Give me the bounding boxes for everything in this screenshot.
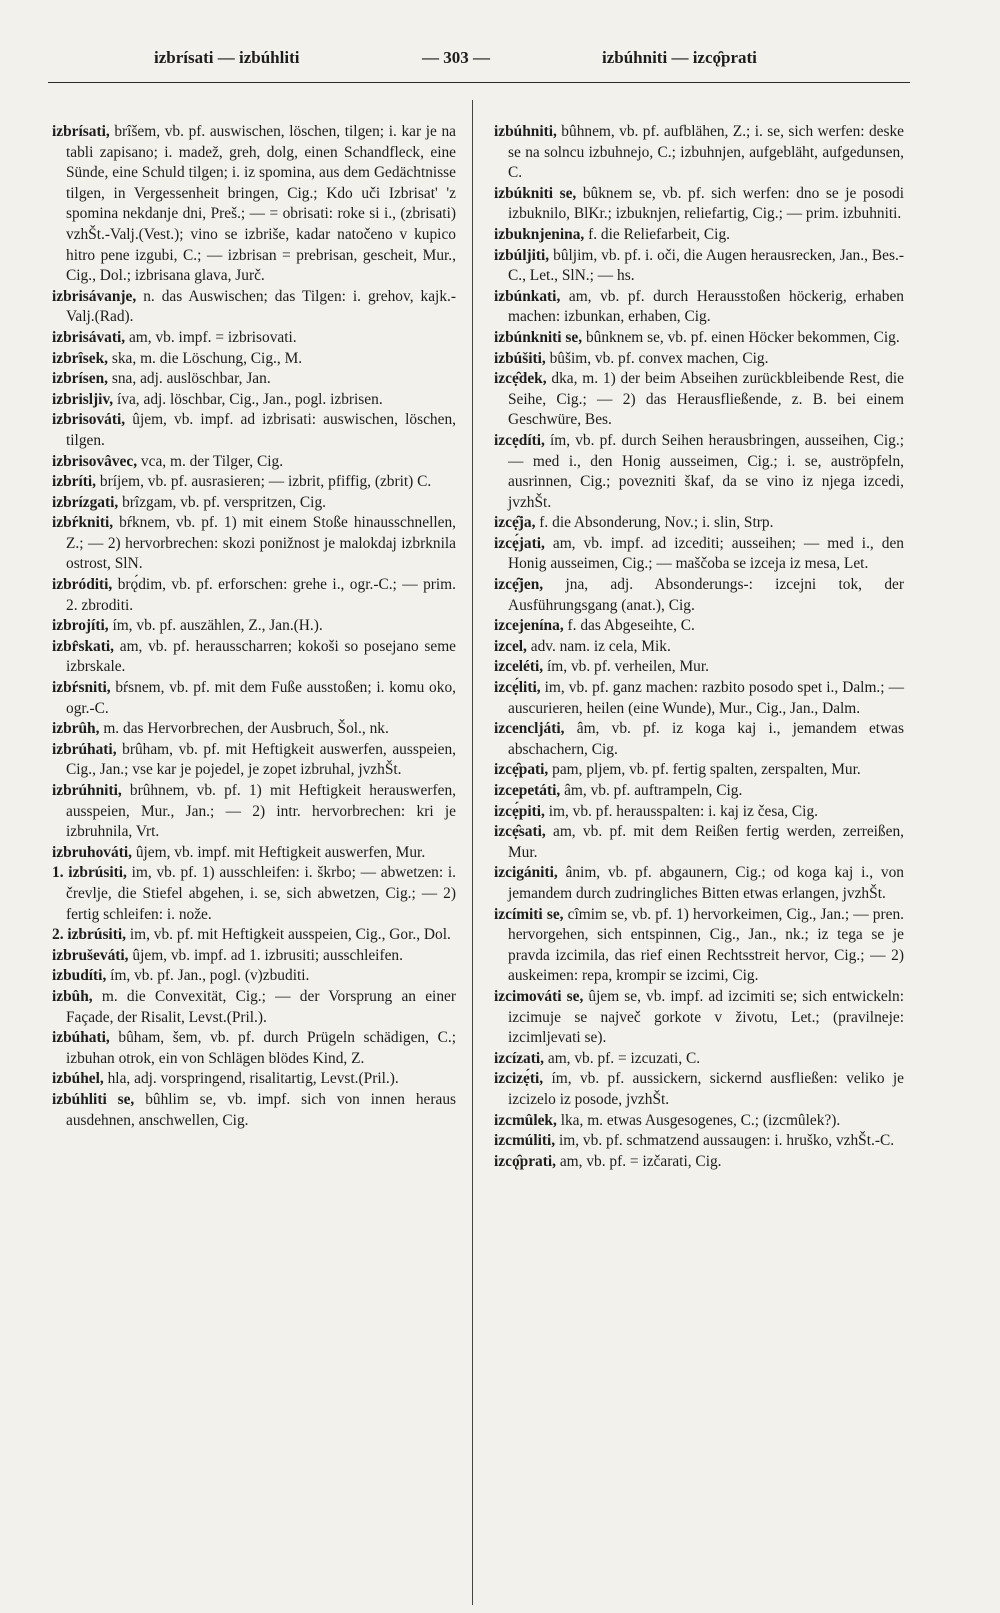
dictionary-entry xyxy=(494,637,904,658)
entry-definition: m. die Convexität, Cig.; — der Vorsprung an einer Façade, der Risalit, Levst.(Pril.). xyxy=(66,987,456,1026)
dictionary-entry xyxy=(52,122,456,287)
entry-headword: izcencljáti, xyxy=(494,720,565,738)
dictionary-entry xyxy=(52,493,456,514)
entry-definition: am, vb. pf. = izčarati, Cig. xyxy=(559,1152,722,1170)
entry-headword: izbrúhati, xyxy=(52,740,117,758)
dictionary-entry xyxy=(52,637,456,678)
entry-definition: brûham, vb. pf. mit Heftigkeit auswerfen, ausspeien, Cig., Jan.; vse kar je pojedel, je zopet izbruhal, jvzhŠt. xyxy=(66,740,456,779)
dictionary-entry xyxy=(52,987,456,1028)
entry-definition: ûjem, vb. impf. ad 1. izbrusiti; ausschleifen. xyxy=(132,946,403,964)
entry-definition: bŕsnem, vb. pf. mit dem Fuße ausstoßen; i. komu oko, ogr.-C. xyxy=(66,679,456,717)
header-right-guide: izbúhniti — izcǫ̑prati xyxy=(602,48,757,67)
dictionary-entry xyxy=(494,678,904,719)
entry-headword: izcejenína, xyxy=(494,617,564,635)
entry-headword: izbúnkniti se, xyxy=(494,328,583,346)
entry-headword: izbrízgati, xyxy=(52,493,119,511)
entry-definition: am, vb. pf. herausscharren; kokoši so posejano seme izbrskale. xyxy=(66,637,456,676)
dictionary-entry xyxy=(52,328,456,349)
entry-definition: ska, m. die Löschung, Cig., M. xyxy=(111,349,303,367)
entry-definition: im, vb. pf. ganz machen: razbito posodo spet i., Dalm.; — auscurieren, heilen (eine Wunde), Mur., Cig., Jan., Dalm. xyxy=(508,679,904,717)
entry-headword: izceléti, xyxy=(494,658,544,676)
entry-headword: izbróditi, xyxy=(52,576,113,594)
entry-definition: lka, m. etwas Ausgesogenes, C.; (izcmûlek?). xyxy=(560,1111,841,1129)
dictionary-entry xyxy=(52,678,456,719)
dictionary-entry xyxy=(52,925,456,946)
dictionary-entry xyxy=(494,349,904,370)
entry-headword: izcẹ́jati, xyxy=(494,534,545,552)
dictionary-entry xyxy=(494,328,904,349)
entry-headword: izbrojíti, xyxy=(52,617,109,635)
entry-headword: izcízati, xyxy=(494,1049,544,1067)
entry-definition: am, vb. pf. = izcuzati, C. xyxy=(547,1049,701,1067)
entry-definition: ím, vb. pf. auszählen, Z., Jan.(H.). xyxy=(112,617,323,635)
entry-definition: bûhlim se, vb. impf. sich von innen heraus ausdehnen, anschwellen, Cig. xyxy=(66,1090,456,1129)
dictionary-entry xyxy=(52,1069,456,1090)
entry-headword: izcẹ̑jen, xyxy=(494,576,544,594)
entry-definition: adv. nam. iz cela, Mik. xyxy=(530,637,671,655)
entry-headword: izbŕsniti, xyxy=(52,679,111,697)
dictionary-entry xyxy=(52,781,456,843)
entry-definition: f. das Abgeseihte, C. xyxy=(567,617,695,635)
entry-definition: am, vb. pf. mit dem Reißen fertig werden, zerreißen, Mur. xyxy=(508,823,904,861)
entry-headword: izcel, xyxy=(494,637,527,655)
dictionary-entry xyxy=(494,616,904,637)
entry-definition: bŕknem, vb. pf. 1) mit einem Stoße hinausschnellen, Z.; — 2) hervorbrechen: skozi ponižnost je malokdaj izbrknila ostrost, SlN. xyxy=(66,514,456,573)
dictionary-entry xyxy=(52,616,456,637)
entry-definition: vca, m. der Tilger, Cig. xyxy=(140,452,284,470)
left-column xyxy=(52,122,456,1131)
dictionary-entry xyxy=(494,369,904,431)
entry-definition: bûham, šem, vb. pf. durch Prügeln schädigen, C.; izbuhan otrok, ein von Schlägen blödes Kind, Z. xyxy=(66,1029,456,1067)
entry-definition: ím, vb. pf. Jan., pogl. (v)zbuditi. xyxy=(110,967,310,985)
entry-headword: izbúhniti, xyxy=(494,123,557,140)
dictionary-entry xyxy=(494,184,904,225)
entry-headword: izcimováti se, xyxy=(494,987,584,1005)
entry-headword: izbrîsek, xyxy=(52,349,109,367)
dictionary-entry xyxy=(494,657,904,678)
entry-headword: izbruhováti, xyxy=(52,843,132,861)
entry-headword: izcigániti, xyxy=(494,864,558,882)
entry-headword: izbŕkniti, xyxy=(52,514,114,532)
dictionary-entry xyxy=(494,822,904,863)
dictionary-entry xyxy=(52,1090,456,1131)
entry-definition: brûhnem, vb. pf. 1) mit Heftigkeit herauswerfen, ausspeien, Mur., Jan.; — 2) intr. hervorbrechen: kri je izbruhnila, Vrt. xyxy=(66,782,456,841)
entry-definition: n. das Auswischen; das Tilgen: i. grehov, kajk.-Valj.(Rad). xyxy=(66,287,456,326)
entry-definition: ím, vb. pf. durch Seihen herausbringen, ausseihen, Cig.; — med i., den Honig ausseimen, Cig.; i. se, auströpfeln, ausrinnen, Cig.; povezniti škaf, da se vino iz njega izcedi, jvzhŠt. xyxy=(508,431,904,511)
entry-headword: izcẹ̑pati, xyxy=(494,761,549,779)
dictionary-entry xyxy=(52,349,456,370)
entry-headword: izbríti, xyxy=(52,473,97,491)
dictionary-entry xyxy=(52,410,456,451)
entry-definition: f. die Reliefarbeit, Cig. xyxy=(588,225,730,243)
entry-definition: bûnknem se, vb. pf. einen Höcker bekommen, Cig. xyxy=(585,328,900,346)
header-left-guide: izbrísati — izbúhliti xyxy=(154,48,300,67)
dictionary-entry xyxy=(52,946,456,967)
entry-definition: íva, adj. löschbar, Cig., Jan., pogl. izbrisen. xyxy=(117,390,383,408)
dictionary-entry xyxy=(52,452,456,473)
entry-headword: izbruševáti, xyxy=(52,946,129,964)
dictionary-entry xyxy=(52,472,456,493)
entry-headword: izcímiti se, xyxy=(494,905,564,923)
entry-headword: izcǫ̑prati, xyxy=(494,1152,556,1170)
dictionary-entry xyxy=(494,431,904,513)
dictionary-entry xyxy=(52,1028,456,1069)
dictionary-entry xyxy=(494,513,904,534)
dictionary-entry xyxy=(494,1111,904,1132)
dictionary-entry xyxy=(494,575,904,616)
dictionary-entry xyxy=(52,513,456,575)
entry-headword: izcẹ̑dek, xyxy=(494,370,547,388)
entry-headword: izbrísen, xyxy=(52,370,109,388)
entry-headword: izbúhel, xyxy=(52,1070,104,1088)
entry-headword: izcẹdíti, xyxy=(494,431,545,449)
entry-headword: 1. izbrúsiti, xyxy=(52,864,127,882)
entry-definition: jna, adj. Absonderungs-: izcejni tok, der Ausführungsgang (anat.), Cig. xyxy=(508,576,904,614)
entry-headword: izbr̂skati, xyxy=(52,637,114,655)
entry-headword: izbûh, xyxy=(52,987,93,1005)
dictionary-entry xyxy=(494,246,904,287)
entry-headword: izbuknjenina, xyxy=(494,225,585,243)
entry-headword: izbúnkati, xyxy=(494,287,561,305)
dictionary-entry xyxy=(494,760,904,781)
dictionary-entry xyxy=(494,1131,904,1152)
entry-definition: âm, vb. pf. auftrampeln, Cig. xyxy=(564,782,743,799)
entry-headword: izbrisovâvec, xyxy=(52,452,138,470)
dictionary-entry xyxy=(494,534,904,575)
entry-headword: izbrisávati, xyxy=(52,328,126,346)
entry-definition: dka, m. 1) der beim Abseihen zurückbleibende Rest, die Seihe, Cig.; — 2) das Herausfließende, z. B. bei einem Geschwüre, Bes. xyxy=(508,370,904,429)
entry-definition: bûknem se, vb. pf. sich werfen: dno se je posodi izbuknilo, BlKr.; izbuknjen, reliefartig, Cig.; — prim. izbuhniti. xyxy=(508,184,904,223)
entry-definition: ûjem, vb. impf. ad izbrisati: auswischen, löschen, tilgen. xyxy=(66,411,456,449)
entry-headword: 2. izbrúsiti, xyxy=(52,926,126,944)
entry-headword: izbúhliti se, xyxy=(52,1090,135,1108)
entry-definition: âm, vb. pf. iz koga kaj i., jemandem etwas abschachern, Cig. xyxy=(508,720,905,758)
entry-definition: im, vb. pf. schmatzend aussaugen: i. hruško, vzhŠt.-C. xyxy=(558,1132,895,1150)
entry-headword: izbrûh, xyxy=(52,720,100,738)
dictionary-entry xyxy=(494,1049,904,1070)
entry-definition: bríjem, vb. pf. ausrasieren; — izbrit, pfiffig, (zbrit) C. xyxy=(99,473,432,491)
page-header xyxy=(0,48,1000,78)
entry-headword: izcmûlek, xyxy=(494,1111,557,1129)
entry-definition: ûjem, vb. impf. mit Heftigkeit auswerfen, Mur. xyxy=(135,843,426,861)
entry-definition: bûhnem, vb. pf. aufblähen, Z.; i. se, sich werfen: deske se na solncu izbuhnejo, C.; izbuhnjen, aufgebläht, aufgedunsen, C. xyxy=(508,123,904,182)
dictionary-entry xyxy=(52,843,456,864)
column-divider xyxy=(472,100,473,1605)
entry-headword: izcmúliti, xyxy=(494,1132,556,1150)
dictionary-entry xyxy=(494,122,904,184)
entry-definition: im, vb. pf. herausspalten: i. kaj iz česa, Cig. xyxy=(548,802,818,820)
right-column xyxy=(494,122,904,1172)
entry-definition: bûljim, vb. pf. i. oči, die Augen herausrecken, Jan., Bes.-C., Let., SlN.; — hs. xyxy=(508,246,904,285)
entry-definition: im, vb. pf. 1) ausschleifen: i. škrbo; — abwetzen: i. črevlje, die Stiefel abgehen, i. se, sich abwetzen, Cig.; — 2) fertig schleifen: i. nože. xyxy=(66,864,456,923)
dictionary-entry xyxy=(494,1152,904,1173)
dictionary-entry xyxy=(494,225,904,246)
entry-headword: izcẹ̑sati, xyxy=(494,823,546,841)
entry-definition: f. die Absonderung, Nov.; i. slin, Strp. xyxy=(539,514,774,532)
dictionary-entry xyxy=(494,781,904,802)
entry-definition: am, vb. impf. = izbrisovati. xyxy=(128,328,297,346)
entry-headword: izbrisováti, xyxy=(52,411,126,429)
entry-definition: ânim, vb. pf. abgaunern, Cig.; od koga kaj i., von jemandem durch zudringliches Bitten etwas erlangen, jvzhŠt. xyxy=(508,864,904,902)
entry-headword: izcẹ́piti, xyxy=(494,802,545,820)
entry-definition: hla, adj. vorspringend, risalitartig, Levst.(Pril.). xyxy=(107,1070,399,1088)
entry-headword: izcepetáti, xyxy=(494,782,561,799)
entry-definition: ím, vb. pf. verheilen, Mur. xyxy=(547,658,709,676)
dictionary-entry xyxy=(494,1069,904,1110)
entry-headword: izcẹ́liti, xyxy=(494,679,541,697)
page-number: — 303 — xyxy=(422,48,490,67)
entry-headword: izbudíti, xyxy=(52,967,107,985)
entry-definition: m. das Hervorbrechen, der Ausbruch, Šol., nk. xyxy=(103,720,389,738)
dictionary-entry xyxy=(494,287,904,328)
dictionary-entry xyxy=(494,863,904,904)
entry-headword: izbúljiti, xyxy=(494,246,550,264)
dictionary-entry xyxy=(52,863,456,925)
dictionary-entry xyxy=(52,287,456,328)
dictionary-entry xyxy=(52,369,456,390)
entry-headword: izbúkniti se, xyxy=(494,184,577,202)
entry-definition: ím, vb. pf. aussickern, sickernd ausfließen: veliko je izcizelo iz posode, jvzhŠt. xyxy=(508,1070,904,1108)
header-rule xyxy=(48,82,910,83)
entry-definition: pam, pljem, vb. pf. fertig spalten, zerspalten, Mur. xyxy=(552,761,861,779)
dictionary-entry xyxy=(52,390,456,411)
entry-definition: ûjem se, vb. impf. ad izcimiti se; sich entwickeln: izcimuje se največ gorkote v životu, Let.; (pravilneje: izcimljevati se). xyxy=(508,987,904,1047)
dictionary-entry xyxy=(52,719,456,740)
entry-definition: cîmim se, vb. pf. 1) hervorkeimen, Cig., Jan.; — pren. hervorgehen, sich entspinnen, Cig., Jan., nk.; iz tega se je pravda izcimila, das rief einen Rechtsstreit hervor, Cig.; — 2) auskeimen: repa, krompir se izcimi, Cig. xyxy=(508,905,904,985)
entry-headword: izbrúhniti, xyxy=(52,782,122,799)
entry-definition: bûšim, vb. pf. convex machen, Cig. xyxy=(549,349,769,367)
entry-definition: sna, adj. auslöschbar, Jan. xyxy=(111,370,271,388)
entry-headword: izcẹ̑ja, xyxy=(494,514,536,532)
dictionary-entry xyxy=(494,987,904,1049)
dictionary-entry xyxy=(494,905,904,987)
dictionary-entry xyxy=(52,966,456,987)
entry-headword: izbrisávanje, xyxy=(52,287,137,305)
entry-definition: brǫ́dim, vb. pf. erforschen: grehe i., ogr.-C.; — prim. 2. zbroditi. xyxy=(66,576,456,614)
entry-headword: izbúhati, xyxy=(52,1029,110,1047)
entry-definition: am, vb. pf. durch Herausstoßen höckerig, erhaben machen: izbunkan, erhaben, Cig. xyxy=(508,287,904,326)
dictionary-entry xyxy=(494,802,904,823)
entry-definition: brîšem, vb. pf. auswischen, löschen, tilgen; i. kar je na tabli zapisano; i. madež, greh, dolg, einen Schandfleck, eine Sünde, eine Schuld tilgen; i. iz spomina, aus dem Gedächtnisse tilgen, in Vergessenheit bringen, Cig.; Kdo uči Izbrisat' 'z spomina nekdanje dni, Preš.; — = obrisati: roke si i., (zbrisati) vzhŠt.-Valj.(Vest.); vino se izbriše, kadar natočeno v kupico hitro pene izgubi, C.; — izbrisan = prebrisan, gescheit, Mur., Cig., Dol.; izbrisana glava, Jurč. xyxy=(66,123,456,285)
entry-headword: izbrísati, xyxy=(52,123,110,140)
entry-definition: am, vb. impf. ad izcediti; ausseihen; — med i., den Honig ausseimen, Cig.; — maščoba se izceja iz mesa, Let. xyxy=(508,534,904,573)
entry-definition: im, vb. pf. mit Heftigkeit ausspeien, Cig., Gor., Dol. xyxy=(129,926,451,944)
entry-headword: izbrisljiv, xyxy=(52,390,114,408)
entry-headword: izcizẹ́ti, xyxy=(494,1070,544,1088)
dictionary-entry xyxy=(52,575,456,616)
dictionary-entry xyxy=(494,719,904,760)
entry-definition: brîzgam, vb. pf. verspritzen, Cig. xyxy=(122,493,326,511)
dictionary-entry xyxy=(52,740,456,781)
entry-headword: izbúšiti, xyxy=(494,349,546,367)
